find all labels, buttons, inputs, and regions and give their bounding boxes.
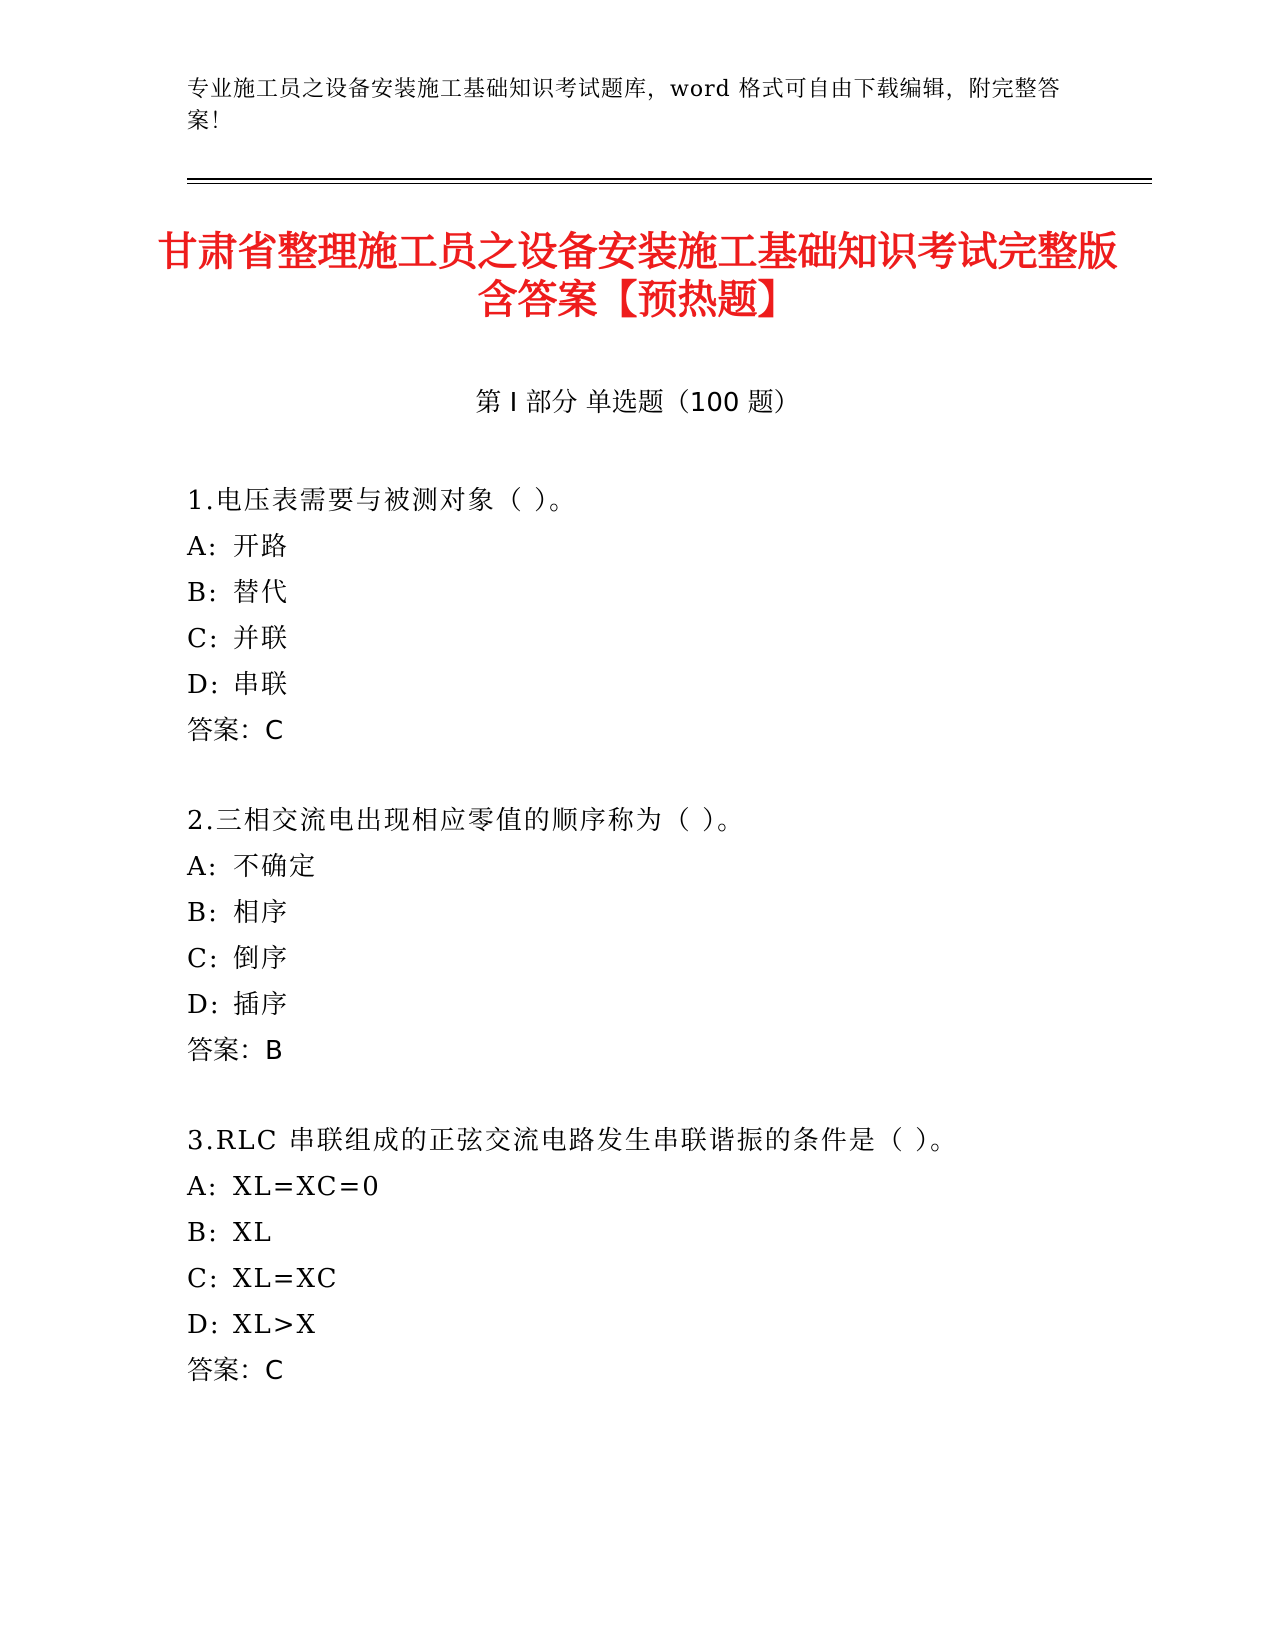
option-letter: C: xyxy=(187,624,220,654)
document-title: 甘肃省整理施工员之设备安装施工基础知识考试完整版含答案【预热题】 xyxy=(157,229,1118,323)
option-letter: A: xyxy=(187,532,219,562)
option-c xyxy=(187,936,1087,982)
question-3 xyxy=(187,1118,1087,1394)
option-c xyxy=(187,1256,1087,1302)
option-b xyxy=(187,1210,1087,1256)
header-rule-thick xyxy=(187,178,1152,180)
option-text: 串联 xyxy=(233,670,290,700)
option-a xyxy=(187,524,1087,570)
question-1 xyxy=(187,478,1087,754)
answer: 答案：C xyxy=(187,716,284,746)
option-text: XL=XC xyxy=(233,1264,339,1294)
header-note: 专业施工员之设备安装施工基础知识考试题库，word 格式可自由下载编辑，附完整答案！ xyxy=(187,77,1061,134)
option-letter: A: xyxy=(187,1172,219,1202)
option-letter: C: xyxy=(187,944,220,974)
option-text: XL xyxy=(233,1218,273,1248)
option-text: 并联 xyxy=(233,624,290,654)
option-b xyxy=(187,570,1087,616)
option-letter: D: xyxy=(187,670,221,700)
option-text: 替代 xyxy=(233,578,290,608)
option-c xyxy=(187,616,1087,662)
option-text: 不确定 xyxy=(233,852,318,882)
option-text: 开路 xyxy=(233,532,290,562)
option-text: 相序 xyxy=(233,898,290,928)
option-text: 插序 xyxy=(233,990,290,1020)
option-a xyxy=(187,1164,1087,1210)
option-text: XL>X xyxy=(233,1310,318,1340)
option-a xyxy=(187,844,1087,890)
option-b xyxy=(187,890,1087,936)
option-letter: D: xyxy=(187,1310,221,1340)
option-letter: C: xyxy=(187,1264,220,1294)
option-text: 倒序 xyxy=(233,944,290,974)
option-d xyxy=(187,982,1087,1028)
question-2 xyxy=(187,798,1087,1074)
question-stem: 2.三相交流电出现相应零值的顺序称为（ ）。 xyxy=(187,806,746,836)
answer: 答案：C xyxy=(187,1356,284,1386)
answer: 答案：B xyxy=(187,1036,283,1066)
option-letter: B: xyxy=(187,578,219,608)
option-d xyxy=(187,662,1087,708)
option-d xyxy=(187,1302,1087,1348)
question-stem: 3.RLC 串联组成的正弦交流电路发生串联谐振的条件是（ ）。 xyxy=(187,1126,959,1156)
option-letter: B: xyxy=(187,898,219,928)
option-text: XL=XC=0 xyxy=(233,1172,381,1202)
question-stem: 1.电压表需要与被测对象（ ）。 xyxy=(187,486,578,516)
option-letter: D: xyxy=(187,990,221,1020)
header-rule-thin xyxy=(187,183,1152,184)
section-title: 第 I 部分 单选题（100 题） xyxy=(475,388,800,418)
option-letter: A: xyxy=(187,852,219,882)
option-letter: B: xyxy=(187,1218,219,1248)
